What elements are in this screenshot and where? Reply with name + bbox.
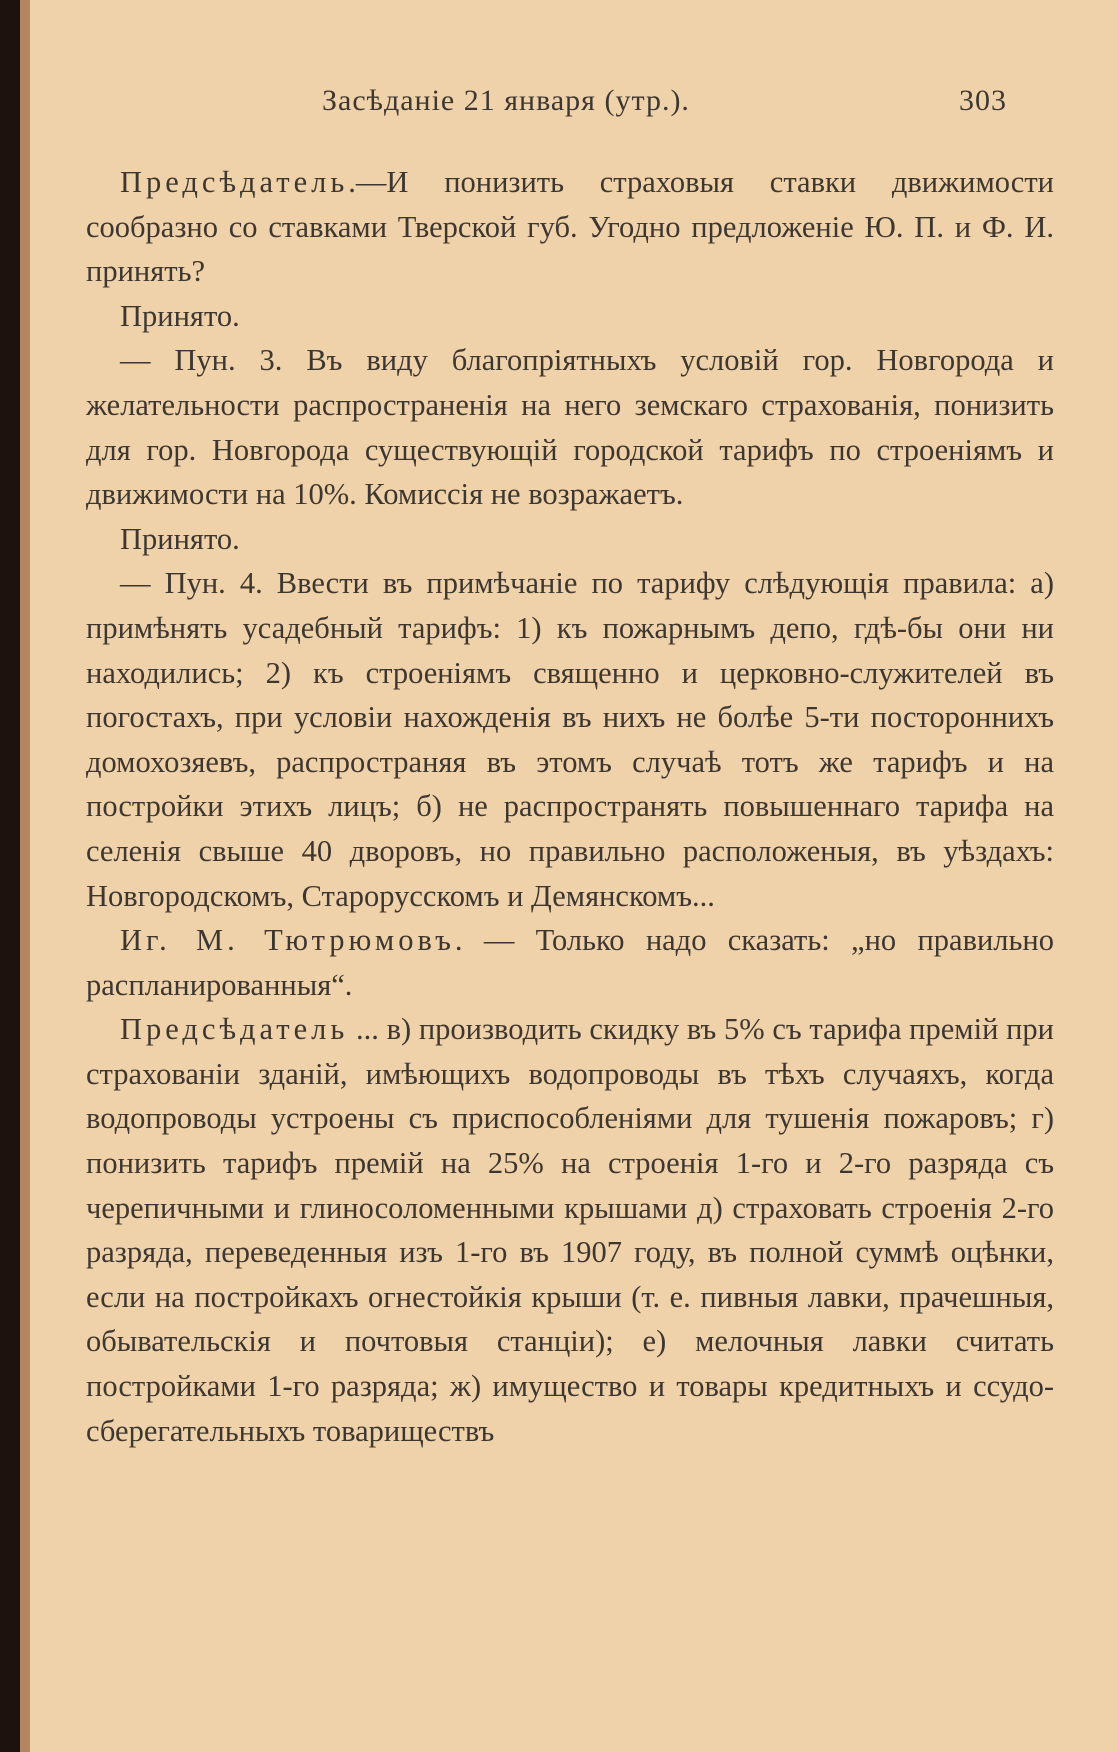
speaker-name: Иг. М. Тютрюмовъ — [120, 923, 455, 958]
running-header — [322, 84, 1007, 118]
paragraph-text: ... в) производить скидку въ 5% съ тарифа премій при страхованіи зданій, имѣющихъ водопроводы въ тѣхъ случаяхъ, когда водопроводы устроены съ приспособленіями для тушенія пожаровъ; г) понизить тарифъ премій на 25% на строенія 1-го и 2-го разряда съ черепичными и глиносоломенными крышами д) страховать строенія 2-го разряда, переведенныя изъ 1-го въ 1907 году, въ полной суммѣ оцѣнки, если на постройкахъ огнестойкія крыши (т. е. пивныя лавки, прачешныя, обывательскія и почтовыя станціи); е) мелочныя лавки считать постройками 1-го разряда; ж) имущество и товары кредитныхъ и ссудо-сберегательныхъ товариществъ — [86, 1012, 1054, 1448]
book-spine — [0, 0, 20, 1752]
paragraph-text: .—И понизить страховыя ставки движимости сообразно со ставками Тверской губ. Угодно предложеніе Ю. П. и Ф. И. принять? — [86, 165, 1054, 289]
page-number: 303 — [959, 84, 1007, 117]
paragraph — [86, 338, 1054, 516]
paragraph-text: Принято. — [120, 521, 240, 556]
paragraph — [86, 561, 1054, 918]
page-gutter — [20, 0, 30, 1752]
speaker-name: Предсѣдатель — [120, 1012, 349, 1047]
paragraph — [86, 294, 1054, 339]
speaker-name: Предсѣдатель — [120, 165, 349, 199]
paragraph-text: . — Только надо сказать: „но правильно распланированныя“. — [86, 923, 1054, 1002]
paragraph-text: — Пун. 4. Ввести въ примѣчаніе по тарифу слѣдующія правила: а) примѣнять усадебный тарифъ: 1) къ пожарнымъ депо, гдѣ-бы они ни находились; 2) къ строеніямъ священно и церковно-служителей въ погостахъ, при условіи нахожденія въ нихъ не болѣе 5-ти постороннихъ домохозяевъ, распространяя въ этомъ случаѣ тотъ же тарифъ и на постройки этихъ лицъ; б) не распространять повышеннаго тарифа на селенія свыше 40 дворовъ, но правильно расположеныя, въ уѣздахъ: Новгородскомъ, Старорусскомъ и Демянскомъ... — [86, 566, 1054, 913]
paragraph-text: — Пун. 3. Въ виду благопріятныхъ условій гор. Новгорода и желательности распространенія на него земскаго страхованія, понизить для гор. Новгорода существующій городской тарифъ по строеніямъ и движимости на 10%. Комиссія не возражаетъ. — [86, 343, 1054, 512]
header-title: Засѣданіе 21 января (утр.). — [322, 84, 690, 117]
book-page — [30, 0, 1117, 1752]
paragraph — [86, 918, 1054, 1007]
paragraph — [86, 160, 1054, 294]
paragraph — [86, 517, 1054, 562]
paragraph-text: Принято. — [120, 298, 240, 333]
paragraph — [86, 1007, 1054, 1453]
body-text — [86, 160, 1054, 1453]
